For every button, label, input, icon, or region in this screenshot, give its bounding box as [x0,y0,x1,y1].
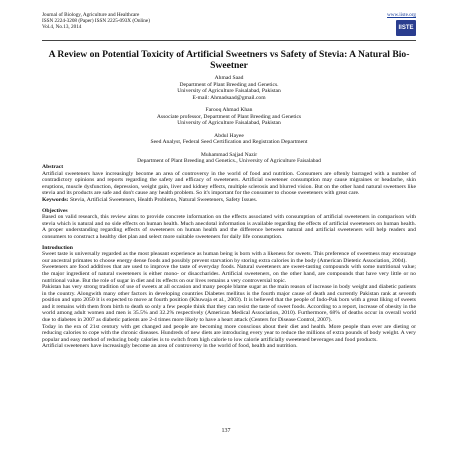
header-divider [42,40,416,41]
author-list [42,75,416,171]
abstract-text: Artificial sweeteners have increasingly become an area of controversy in the world of food and nutrition. Consumers are oftenly barraged with a number of contradictory opinions and reports regarding the safety and efficacy of sweeteners. Artificial sweetener consumption may cause migraines or headache, skin eruptions, muscle dysfunction, depression, weight gain, liver and kidney effects, multiple sclerosis and blurred vision. But on the other hand natural sweetners like stevia and its products are safe and don't cause any health problem. So it's important for the consumer to choose sweeteners with great care. [42,170,416,197]
author-affiliation: Seed Analyst, Federal Seed Certification and Registration Department [150,139,308,145]
introduction-paragraph: Sweeteners are food additives that are used to improve the taste of everyday foods. Natural sweeteners are sweet-tasting compounds with some nutritional value; the major ingredient of natural sweeteners is either mono- or disaccharides. Artificial sweeteners, on the other hand, are compounds that have very little or no nutritional value. But the role of sugar in diet and its effects on our lives remains a very controversial topic. [42,264,416,284]
keywords-line [42,197,416,204]
introduction-paragraph: Sweet taste is universally regarded as the most pleasant experience as human being is born with a likeness for sweets. This preference of sweetness may encourage our ancestral primates to choose energy dense foods and possibly prevent starvation by storing extra calories in the body (American Dietetic Association, 2004). [42,251,416,264]
journal-volume: Vol.4, No.13, 2014 [42,24,82,31]
author-name: Ahmad Saad [214,75,244,81]
paper-body [42,160,416,350]
author-block [42,133,416,146]
author-name: Farooq Ahmad Khan [205,107,253,113]
author-affiliation: Associate professor, Department of Plant Breeding and Genetics [156,113,302,120]
author-affiliation: Department of Plant Breeding and Genetics., University of Agriculture Faisalabad [137,158,321,164]
author-affiliation: University of Agriculture Faisalabad, Pakistan [177,120,281,126]
keywords-label: Keywords: [42,196,69,203]
introduction-paragraph: Artificial sweeteners have increasingly become an area of controversy in the world of food, health and nutrition. [42,343,298,350]
abstract-heading: Abstract [42,164,64,170]
author-email[interactable]: E-mail: Ahmadsaad@gmail.com [192,94,266,101]
author-block [42,107,416,127]
journal-name: Journal of Biology, Agriculture and Healthcare [42,12,140,18]
journal-issn: ISSN 2224-3208 (Paper) ISSN 2225-093X (Online) [42,18,150,25]
author-affiliation: Department of Plant Breeding and Genetics. [179,81,279,88]
paper-title: A Review on Potential Toxicity of Artificial Sweetners vs Safety of Stevia: A Natural Bio-Sweetner [48,49,410,71]
page-number: 137 [221,428,231,434]
objectives-text: Based on valid research, this review aims to provide concrete information on the effects associated with consumption of artificial sweeteners in comparison with stevia which is natural and no side effects on human health. Much anecdotal information is available regarding the effects of artificial sweeteners on human health. A proper understanding regarding effects of sweeteners on human health and the difference between natural and artificial sweeteners will help readers and consumers to construct a healthy diet plan and select more suitable sweeteners for daily life consumption. [42,214,416,240]
introduction-paragraph: Today in the era of 21st century with get changed and people are becoming more conscious about their diet and health. More people than ever are dieting or reducing calories to cope with the chronic diseases. Hundreds of new diets are introducing every year to reduce the millions of extra pounds of body weight. A very popular and easy method of reducing body calories is to switch from high calorie to low calorie artificially sweetened beverages and food products. [42,323,416,343]
objectives-heading: Objectives [42,207,68,214]
author-name: Abdul Hayee [214,132,244,139]
author-affiliation: University of Agriculture Faisalabad, Pakistan [177,88,281,94]
introduction-paragraph: Pakistan has very strong tradition of use of sweets at all occasion and many people blame sugar as the main reason of increase in body weight and diabetic patients in the country. Alongwith many other factors in developing countries Diabetes mellitus is the fourth major cause of death and currently Pakistan rank at seventh position and upto 2050 it is expected to move at fourth position (Khuwaja et al., 2003). It is believed that the people of Indo-Pak born with a great liking of sweets and it remains with them from birth to death so only a few people think that they can resist the taste of sweet foods. According to a report, increase of obesity in the world among adult women and men is 35.5% and 32.2% respectively (American Medical Association, 2010). Furthermore, 68% of deaths occur in overall world due to diabetes in 2007 as diabetic patients are 2-4 times more likely to have a heart attack (Centers for Disease Control, 2007). [42,284,416,324]
author-name: Muhammad Sajjad Nazir [200,151,258,158]
introduction-heading: Introduction [42,244,73,251]
journal-website-link[interactable]: www.iiste.org [387,12,416,18]
author-block [42,75,416,101]
journal-info [42,12,150,31]
keywords-text: Stevia, Artificial Sweeteners, Health Problems, Natural Sweeteners, Safety Issues. [69,196,258,203]
iiste-logo: IISTE [396,20,416,36]
